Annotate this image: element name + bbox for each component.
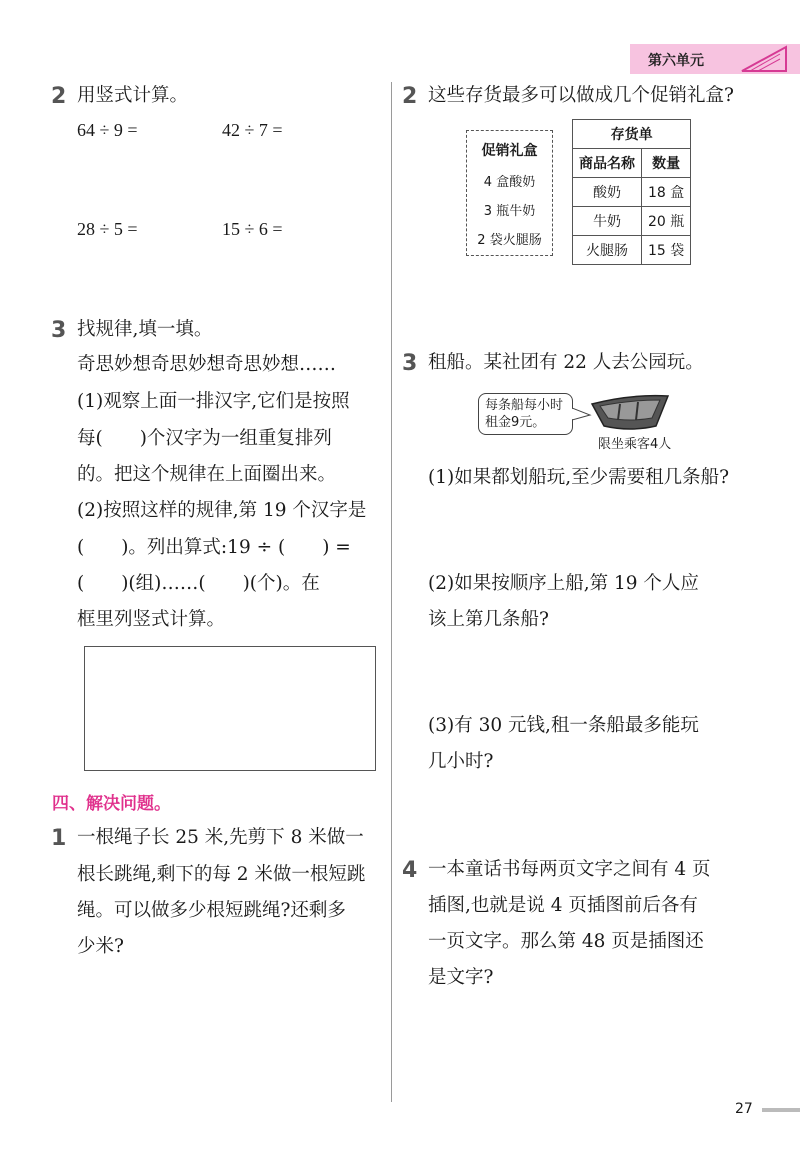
- stock-header: 数量: [642, 149, 691, 178]
- bubble-line: 每条船每小时: [485, 398, 564, 413]
- stock-caption: 存货单: [573, 120, 691, 149]
- calc-item: 28 ÷ 5 =: [77, 219, 138, 239]
- sub-question: 该上第几条船?: [428, 609, 549, 630]
- text-line: (1)观察上面一排汉字,它们是按照: [77, 391, 350, 412]
- question-title: 这些存货最多可以做成几个促销礼盒?: [428, 85, 734, 106]
- text-line: 根长跳绳,剩下的每 2 米做一根短跳: [77, 864, 366, 885]
- text-line: 一页文字。那么第 48 页是插图还: [428, 931, 704, 952]
- stock-cell: 酸奶: [573, 178, 642, 207]
- bubble-line: 租金9元。: [485, 415, 546, 430]
- stock-cell: 牛奶: [573, 207, 642, 236]
- text-line: 少米?: [77, 936, 124, 957]
- text-line: 每( )个汉字为一组重复排列: [77, 428, 332, 449]
- stock-cell: 18 盒: [642, 178, 691, 207]
- boat-caption: 限坐乘客4人: [598, 437, 672, 452]
- gift-box-item: 2 袋火腿肠: [477, 233, 542, 248]
- sub-question: (2)如果按顺序上船,第 19 个人应: [428, 573, 699, 594]
- sub-question: (3)有 30 元钱,租一条船最多能玩: [428, 715, 699, 736]
- question-number: 2: [402, 84, 418, 109]
- text-line: 绳。可以做多少根短跳绳?还剩多: [77, 900, 346, 921]
- question-title: 租船。某社团有 22 人去公园玩。: [428, 352, 704, 373]
- question-number: 4: [402, 858, 418, 883]
- text-line: 插图,也就是说 4 页插图前后各有: [428, 895, 698, 916]
- page-bar: [762, 1108, 800, 1112]
- calc-item: 15 ÷ 6 =: [222, 219, 283, 239]
- section-title: 四、解决问题。: [52, 794, 171, 814]
- question-number: 2: [51, 84, 67, 109]
- calc-item: 42 ÷ 7 =: [222, 120, 283, 140]
- gift-box-item: 3 瓶牛奶: [483, 204, 536, 219]
- sub-question: 几小时?: [428, 751, 494, 772]
- text-line: ( )(组)……( )(个)。在: [77, 573, 320, 594]
- text-line: 是文字?: [428, 967, 494, 988]
- text-line: ( )。列出算式:19 ÷ ( ) =: [77, 537, 351, 558]
- question-title: 找规律,填一填。: [77, 319, 213, 340]
- gift-box: [466, 130, 553, 256]
- question-number: 3: [51, 318, 67, 343]
- sub-question: (1)如果都划船玩,至少需要租几条船?: [428, 467, 730, 488]
- question-number: 1: [51, 826, 67, 851]
- stock-header: 商品名称: [573, 149, 642, 178]
- page-number: 27: [735, 1101, 753, 1117]
- gift-box-title: 促销礼盒: [481, 143, 538, 159]
- gift-box-item: 4 盒酸奶: [483, 175, 536, 190]
- unit-label: 第六单元: [648, 53, 704, 69]
- speech-bubble: [478, 393, 573, 435]
- answer-box[interactable]: [84, 646, 376, 771]
- text-line: 一根绳子长 25 米,先剪下 8 米做一: [77, 827, 364, 848]
- text-line: 的。把这个规律在上面圈出来。: [77, 464, 337, 485]
- stock-cell: 火腿肠: [573, 236, 642, 265]
- question-number: 3: [402, 351, 418, 376]
- ruler-triangle-icon: [736, 45, 792, 73]
- text-line: (2)按照这样的规律,第 19 个汉字是: [77, 500, 367, 521]
- bubble-tail-icon: [572, 408, 592, 422]
- text-line: 框里列竖式计算。: [77, 609, 226, 630]
- boat-icon: [590, 392, 670, 434]
- column-divider: [391, 82, 392, 1102]
- stock-cell: 20 瓶: [642, 207, 691, 236]
- text-line: 一本童话书每两页文字之间有 4 页: [428, 859, 711, 880]
- calc-item: 64 ÷ 9 =: [77, 120, 138, 140]
- question-title: 用竖式计算。: [77, 85, 189, 106]
- stock-cell: 15 袋: [642, 236, 691, 265]
- text-line: 奇思妙想奇思妙想奇思妙想……: [77, 354, 337, 375]
- unit-tab: [630, 44, 800, 74]
- stock-table: [572, 119, 691, 265]
